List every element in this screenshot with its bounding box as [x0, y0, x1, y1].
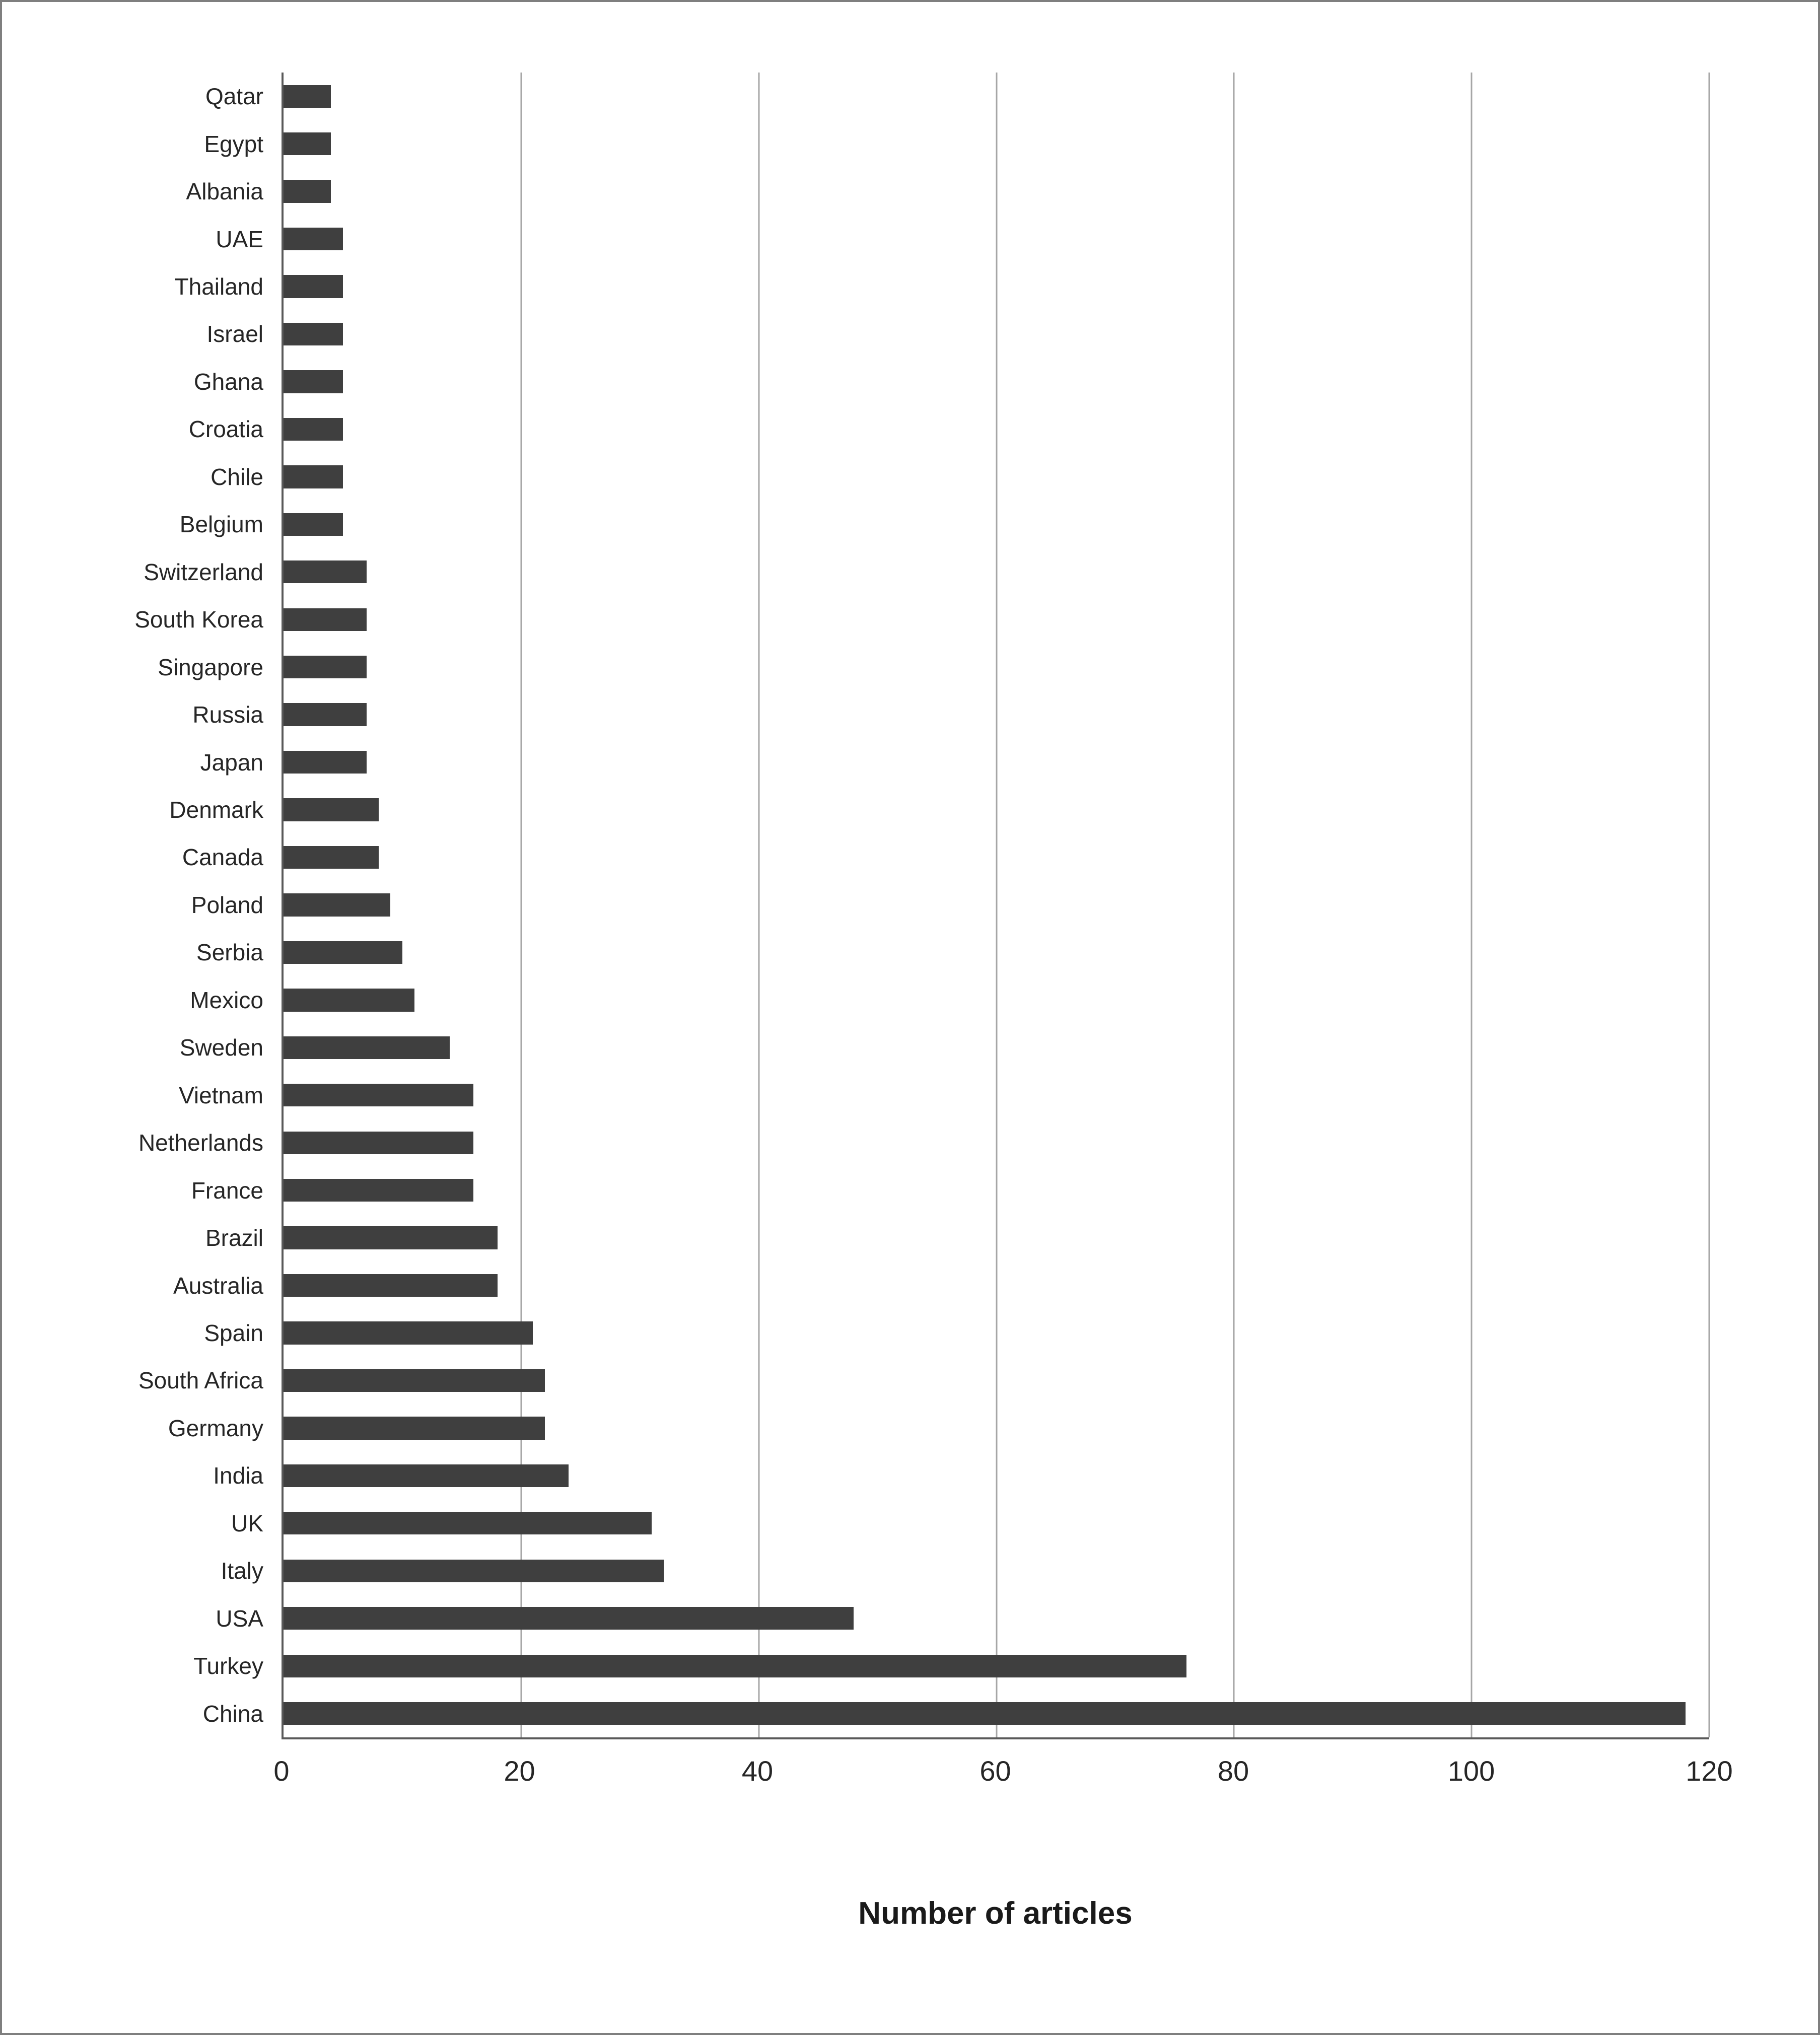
chart-row [211, 453, 1709, 501]
chart-row [179, 1072, 1709, 1119]
chart-row [196, 929, 1709, 976]
bar-south-africa [284, 1369, 545, 1392]
category-label-poland: Poland [191, 891, 263, 918]
bar-croatia [284, 418, 343, 441]
x-tick-label-0: 0 [273, 1755, 290, 1787]
category-label-turkey: Turkey [193, 1653, 263, 1679]
chart-row [174, 263, 1709, 310]
chart-row [206, 310, 1709, 358]
category-label-japan: Japan [200, 749, 263, 776]
chart-row [213, 1452, 1709, 1499]
category-label-egypt: Egypt [204, 130, 263, 157]
bar-chile [284, 465, 343, 488]
category-label-spain: Spain [204, 1320, 263, 1346]
bar-mexico [284, 989, 414, 1011]
category-label-australia: Australia [173, 1272, 263, 1299]
category-label-italy: Italy [221, 1558, 263, 1584]
chart-row [179, 1024, 1709, 1071]
bar-germany [284, 1417, 545, 1439]
bar-netherlands [284, 1132, 473, 1154]
chart-row [191, 881, 1709, 929]
chart-row [193, 1642, 1709, 1690]
bar-egypt [284, 132, 331, 155]
bar-south-korea [284, 608, 367, 631]
bar-ghana [284, 370, 343, 393]
chart-row [193, 358, 1709, 405]
bar-australia [284, 1274, 498, 1297]
chart-row [202, 1690, 1709, 1737]
category-label-chile: Chile [211, 463, 263, 490]
chart-row [200, 738, 1709, 786]
chart-row [173, 1261, 1709, 1309]
bar-switzerland [284, 560, 367, 583]
chart-row [168, 1405, 1709, 1452]
bar-serbia [284, 941, 402, 964]
chart-row [186, 168, 1709, 215]
chart-row [190, 976, 1709, 1024]
bar-uae [284, 228, 343, 250]
category-label-belgium: Belgium [179, 511, 263, 538]
x-tick-label-60: 60 [979, 1755, 1011, 1787]
category-label-vietnam: Vietnam [179, 1082, 263, 1108]
bar-israel [284, 323, 343, 345]
x-tick-label-40: 40 [741, 1755, 774, 1787]
category-label-usa: USA [216, 1605, 263, 1632]
category-label-serbia: Serbia [196, 939, 263, 966]
category-label-brazil: Brazil [205, 1225, 263, 1251]
chart-row [144, 548, 1709, 596]
category-label-albania: Albania [186, 178, 263, 205]
bar-vietnam [284, 1084, 473, 1106]
bar-albania [284, 180, 331, 202]
x-axis-title: Number of articles [858, 1896, 1133, 1931]
x-tick-label-80: 80 [1217, 1755, 1249, 1787]
category-label-thailand: Thailand [174, 273, 263, 300]
category-label-denmark: Denmark [169, 797, 263, 823]
category-label-israel: Israel [206, 321, 263, 347]
chart-row [216, 1595, 1709, 1642]
x-axis-ticks [273, 1755, 1733, 1800]
chart-row [216, 215, 1709, 262]
bar-denmark [284, 798, 379, 821]
category-label-canada: Canada [182, 844, 263, 871]
bar-qatar [284, 85, 331, 108]
chart-row [205, 1214, 1709, 1261]
bar-uk [284, 1512, 652, 1534]
bar-japan [284, 751, 367, 774]
category-label-germany: Germany [168, 1415, 263, 1441]
bar-india [284, 1464, 569, 1487]
chart-row [169, 786, 1709, 833]
chart-row [205, 73, 1709, 120]
bar-poland [284, 893, 390, 916]
chart-row [191, 1166, 1709, 1214]
bar-usa [284, 1607, 854, 1630]
category-label-uk: UK [231, 1510, 263, 1536]
category-label-mexico: Mexico [190, 987, 263, 1013]
bar-france [284, 1179, 473, 1202]
category-label-uae: UAE [216, 226, 263, 252]
chart-row [204, 1309, 1709, 1357]
bar-singapore [284, 656, 367, 678]
category-label-croatia: Croatia [188, 416, 263, 443]
bar-russia [284, 703, 367, 726]
category-label-qatar: Qatar [205, 83, 263, 110]
category-label-singapore: Singapore [158, 654, 263, 680]
category-label-china: China [202, 1700, 263, 1727]
category-label-india: India [213, 1462, 263, 1489]
bar-belgium [284, 513, 343, 536]
chart-row [138, 1357, 1709, 1404]
bar-brazil [284, 1226, 498, 1249]
category-label-ghana: Ghana [193, 368, 263, 395]
bar-rows [134, 73, 1709, 1737]
bar-turkey [284, 1655, 1186, 1677]
category-label-russia: Russia [192, 701, 263, 728]
bar-spain [284, 1321, 533, 1344]
chart-row [231, 1500, 1709, 1547]
chart-row [204, 120, 1709, 167]
x-tick-label-120: 120 [1686, 1755, 1733, 1787]
bar-canada [284, 846, 379, 869]
bar-italy [284, 1560, 664, 1582]
category-label-south-korea: South Korea [134, 606, 263, 633]
x-tick-label-20: 20 [504, 1755, 535, 1787]
chart-row [221, 1547, 1709, 1594]
chart-row [138, 1119, 1709, 1166]
chart-row [179, 501, 1709, 548]
chart-row [192, 691, 1709, 738]
chart-row [182, 833, 1709, 881]
category-label-switzerland: Switzerland [144, 558, 263, 585]
bar-sweden [284, 1036, 450, 1059]
chart-row [188, 405, 1709, 453]
plot-area [134, 73, 1709, 1739]
chart-row [158, 643, 1709, 690]
category-label-netherlands: Netherlands [138, 1130, 263, 1156]
category-label-south-africa: South Africa [138, 1367, 263, 1394]
bar-thailand [284, 275, 343, 298]
x-tick-label-100: 100 [1447, 1755, 1495, 1787]
category-label-sweden: Sweden [179, 1034, 263, 1061]
category-label-france: France [191, 1177, 263, 1204]
bar-china [284, 1702, 1686, 1725]
chart-row [134, 596, 1709, 643]
